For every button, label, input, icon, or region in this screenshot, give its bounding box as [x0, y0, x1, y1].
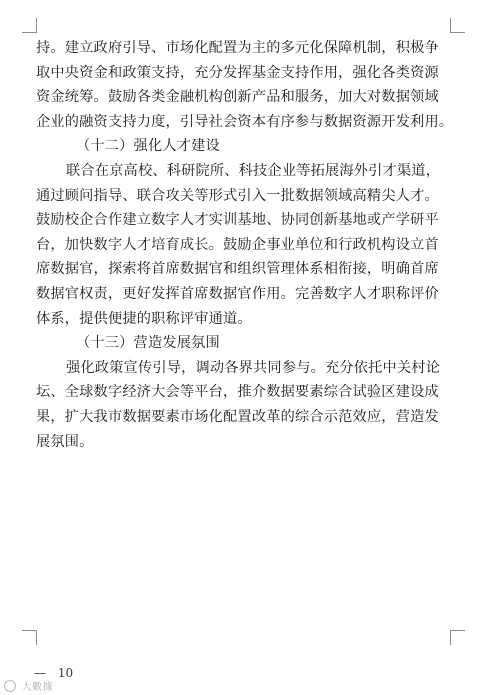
body-line: 强化政策宣传引导，调动各界共同参与。充分依托中关村论 — [66, 359, 441, 376]
body-line: 台，加快数字人才培育成长。鼓励企事业单位和行政机构设立首 — [36, 236, 439, 253]
body-line: 持。建立政府引导、市场化配置为主的多元化保障机制，积极争 — [36, 40, 439, 56]
body-line: 资金统筹。鼓励各类金融机构创新产品和服务，加大对数据领域 — [36, 89, 439, 106]
crop-mark-top-right — [450, 18, 465, 33]
body-line: 取中央资金和政策支持，充分发挥基金支持作用，强化各类资源 — [36, 64, 439, 81]
body-line: 席数据官，探索将首席数据官和组织管理体系相衔接，明确首席 — [36, 261, 439, 278]
crop-mark-bottom-left — [22, 630, 37, 645]
body-line: 鼓励校企合作建立数字人才实训基地、协同创新基地或产学研平 — [36, 212, 439, 229]
body-line: 坛、全球数字经济大会等平台，推介数据要素综合试验区建设成 — [36, 384, 439, 401]
footer-dash: — — [34, 666, 46, 680]
section-heading: （十三）营造发展氛围 — [76, 335, 220, 352]
body-line: 企业的融资支持力度，引导社会资本有序参与数据资源开发利用。 — [36, 113, 454, 130]
watermark-text: 大數據 — [21, 682, 54, 693]
crop-mark-top-left — [22, 18, 37, 33]
watermark-logo-icon — [4, 680, 16, 692]
watermark — [4, 678, 53, 693]
page-number: 10 — [57, 666, 74, 680]
body-line: 联合在京高校、科研院所、科技企业等拓展海外引才渠道， — [66, 162, 441, 179]
body-line: 展氛围。 — [36, 433, 94, 450]
body-line: 果，扩大我市数据要素市场化配置改革的综合示范效应，营造发 — [36, 408, 439, 425]
body-line: 体系，提供便捷的职称评审通道。 — [36, 310, 252, 327]
section-heading: （十二）强化人才建设 — [76, 138, 220, 155]
document-body — [36, 36, 458, 454]
body-line: 数据官权责，更好发挥首席数据官作用。完善数字人才职称评价 — [36, 285, 439, 302]
body-line: 通过顾问指导、联合攻关等形式引入一批数据领域高精尖人才。 — [36, 187, 439, 204]
crop-mark-bottom-right — [450, 630, 465, 645]
